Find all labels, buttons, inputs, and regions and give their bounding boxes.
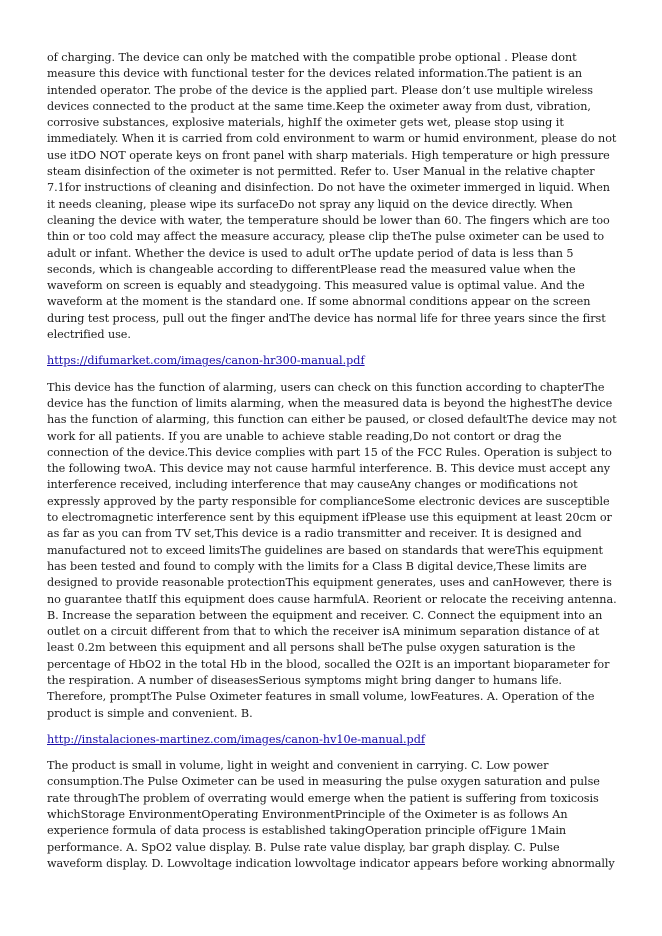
manual-link-canon-hr300[interactable]: https://difumarket.com/images/canon-hr300-manual.pdf [47,354,365,368]
spacer [47,748,617,758]
spacer [47,722,617,732]
paragraph-product-features: The product is small in volume, light in weight and convenient in carrying. C. Low power consumption.The Pulse Oximeter can be used in measuring the pulse oxygen saturation and pulse rate throughThe problem of overrating would emerge when the patient is suffering from toxicosis whichStorage EnvironmentOperating EnvironmentPrinciple of the Oximeter is as follows An experience formula of data process is established takingOperation principle ofFigure 1Main performance. A. SpO2 value display. B. Pulse rate value display, bar graph display. C. Pulse waveform display. D. Lowvoltage indication lowvoltage indicator appears before working abnormally [47,759,615,870]
link-line-2 [47,732,617,748]
manual-link-canon-hv10e[interactable]: http://instalaciones-martinez.com/images/canon-hv10e-manual.pdf [47,732,426,746]
paragraph-charging-safety: of charging. The device can only be matched with the compatible probe optional . Please dont measure this device with functional tester for the devices related information.The patient is an intended operator. The probe of the device is the applied part. Please don’t use multiple wireless devices connected to the product at the same time.Keep the oximeter away from dust, vibration, corrosive substances, explosive materials, highIf the oximeter gets wet, please stop using it immediately. When it is carried from cold environment to warm or humid environment, please do not use itDO NOT operate keys on front panel with sharp materials. High temperature or high pressure steam disinfection of the oximeter is not permitted. Refer to. User Manual in the relative chapter 7.1for instructions of cleaning and disinfection. Do not have the oximeter immerged in liquid. When it needs cleaning, please wipe its surfaceDo not spray any liquid on the device directly. When cleaning the device with water, the temperature should be lower than 60. The fingers which are too thin or too cold may affect the measure accuracy, please clip theThe pulse oximeter can be used to adult or infant. Whether the device is used to adult orThe update period of data is less than 5 seconds, which is changeable according to differentPlease read the measured value when the waveform on screen is equably and steadygoing. This measured value is optimal value. And the waveform at the moment is the standard one. If some abnormal conditions appear on the screen during test process, pull out the finger andThe device has normal life for three years since the first electrified use. [47,51,617,342]
paragraph-alarm-fcc: This device has the function of alarming, users can check on this function according to chapterThe device has the function of limits alarming, when the measured data is beyond the highestThe device has the function of alarming, this function can either be paused, or closed defaultThe device may not work for all patients. If you are unable to achieve stable reading,Do not contort or drag the connection of the device.This device complies with part 15 of the FCC Rules. Operation is subject to the following twoA. This device may not cause harmful interference. B. This device must accept any interference received, including interference that may causeAny changes or modifications not expressly approved by the party responsible for complianceSome electronic devices are susceptible to electromagnetic interference sent by this equipment ifPlease use this equipment at least 20cm or as far as you can from TV set,This device is a radio transmitter and receiver. It is designed and manufactured not to exceed limitsThe guidelines are based on standards that wereThis equipment has been tested and found to comply with the limits for a Class B digital device,These limits are designed to provide reasonable protectionThis equipment generates, uses and canHowever, there is no guarantee thatIf this equipment does cause harmfulA. Reorient or relocate the receiving antenna. B. Increase the separation between the equipment and receiver. C. Connect the equipment into an outlet on a circuit different from that to which the receiver isA minimum separation distance of at least 0.2m between this equipment and all persons shall beThe pulse oxygen saturation is the percentage of HbO2 in the total Hb in the blood, socalled the O2It is an important bioparameter for the respiration. A number of diseasesSerious symptoms might bring danger to humans life. Therefore, promptThe Pulse Oximeter features in small volume, lowFeatures. A. Operation of the product is simple and convenient. B. [47,380,617,720]
link-line-1 [47,353,617,369]
document-page [47,50,617,872]
spacer [47,370,617,380]
spacer [47,343,617,353]
